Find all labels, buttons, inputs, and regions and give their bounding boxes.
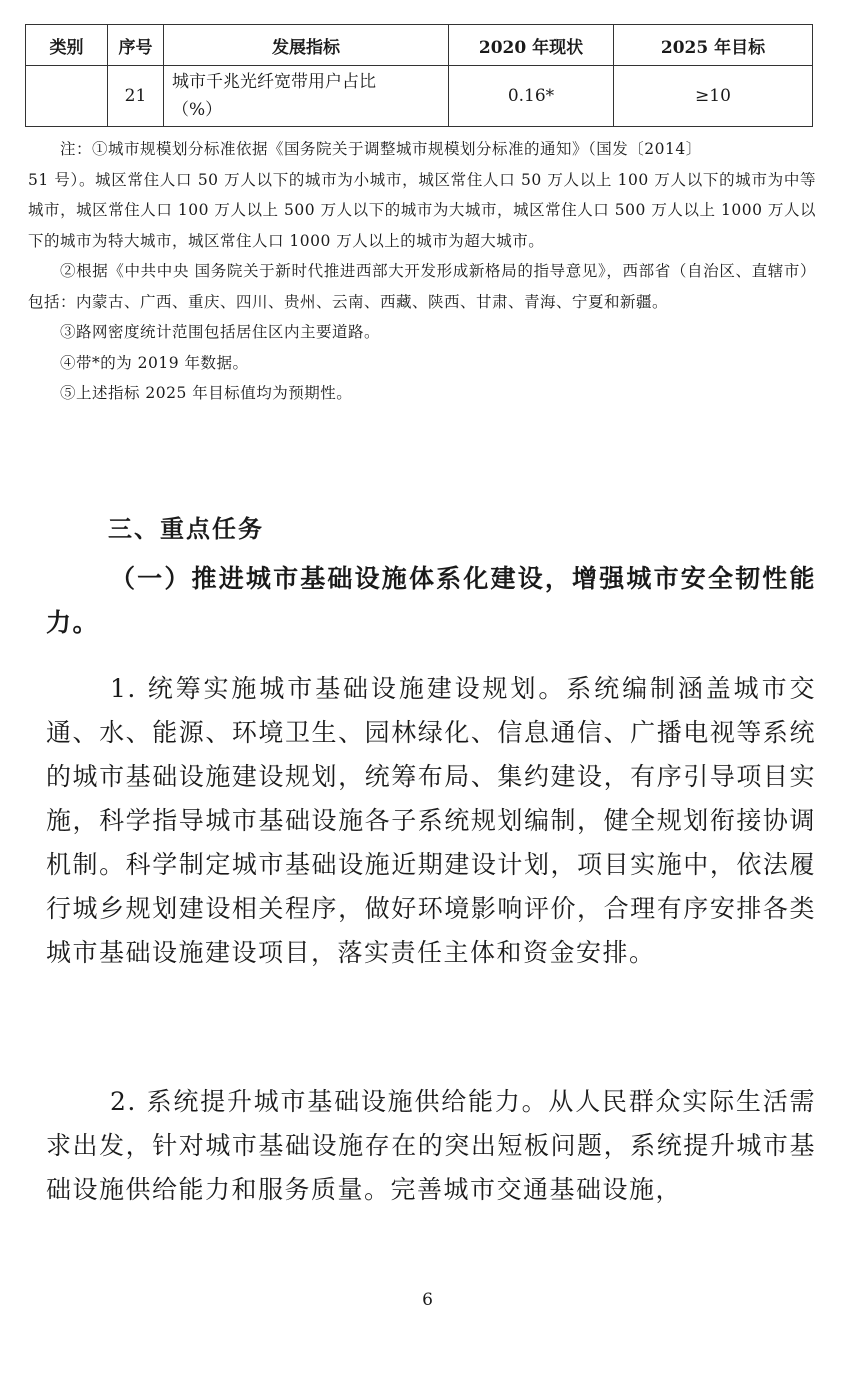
cell-index: 21 bbox=[108, 66, 164, 127]
note-3: ③路网密度统计范围包括居住区内主要道路。 bbox=[60, 323, 381, 341]
table-notes bbox=[28, 134, 816, 409]
note-4: ④带*的为 2019 年数据。 bbox=[60, 353, 249, 372]
paragraph-1: 1. 统筹实施城市基础设施建设规划。系统编制涵盖城市交通、水、能源、环境卫生、园林绿化、信息通信、广播电视等系统的城市基础设施建设规划，统筹布局、集约建设，有序引导项目实施，科学指导城市基础设施各子系统规划编制，健全规划衔接协调机制。科学制定城市基础设施近期建设计划，项目实施中，依法履行城乡规划建设相关程序，做好环境影响评价，合理有序安排各类城市基础设施建设项目，落实责任主体和资金安排。 bbox=[46, 674, 816, 967]
cell-2020-status: 0.16* bbox=[449, 66, 614, 127]
indicator-line-1: 城市千兆光纤宽带用户占比 bbox=[172, 72, 376, 92]
table-header-row bbox=[26, 25, 813, 66]
indicator-line-2: （%） bbox=[172, 100, 223, 120]
note-1-rest: 51 号）。城区常住人口 50 万人以下的城市为小城市，城区常住人口 50 万人以上 100 万人以下的城市为中等城市，城区常住人口 100 万人以上 500 万人以下的城市为大城市，城区常住人口 500 万人以上 1000 万人以下的城市为特大城市，城区常住人口 1000 万人以上的城市为超大城市。 bbox=[28, 170, 816, 250]
paragraph-2: 2. 系统提升城市基础设施供给能力。从人民群众实际生活需求出发，针对城市基础设施存在的突出短板问题，系统提升城市基础设施供给能力和服务质量。完善城市交通基础设施， bbox=[46, 1087, 816, 1204]
cell-indicator bbox=[164, 66, 449, 127]
section-title: 三、重点任务 bbox=[108, 515, 264, 543]
cell-2025-target: ≥10 bbox=[614, 66, 813, 127]
header-index: 序号 bbox=[108, 25, 164, 66]
note-1-line-1: 注：①城市规模划分标准依据《国务院关于调整城市规模划分标准的通知》（国发〔2014〕 bbox=[60, 140, 702, 158]
header-2020-status: 2020 年现状 bbox=[449, 25, 614, 66]
header-category: 类别 bbox=[26, 25, 108, 66]
indicator-table bbox=[25, 24, 813, 127]
header-indicator: 发展指标 bbox=[164, 25, 449, 66]
page-number: 6 bbox=[422, 1290, 433, 1310]
note-5: ⑤上述指标 2025 年目标值均为预期性。 bbox=[60, 384, 353, 402]
note-2: ②根据《中共中央 国务院关于新时代推进西部大开发形成新格局的指导意见》，西部省（自治区、直辖市）包括：内蒙古、广西、重庆、四川、贵州、云南、西藏、陕西、甘肃、青海、宁夏和新疆。 bbox=[28, 262, 816, 311]
header-2025-target: 2025 年目标 bbox=[614, 25, 813, 66]
cell-category bbox=[26, 66, 108, 127]
subsection-title: （一）推进城市基础设施体系化建设，增强城市安全韧性能力。 bbox=[46, 564, 816, 637]
table-row bbox=[26, 66, 813, 127]
